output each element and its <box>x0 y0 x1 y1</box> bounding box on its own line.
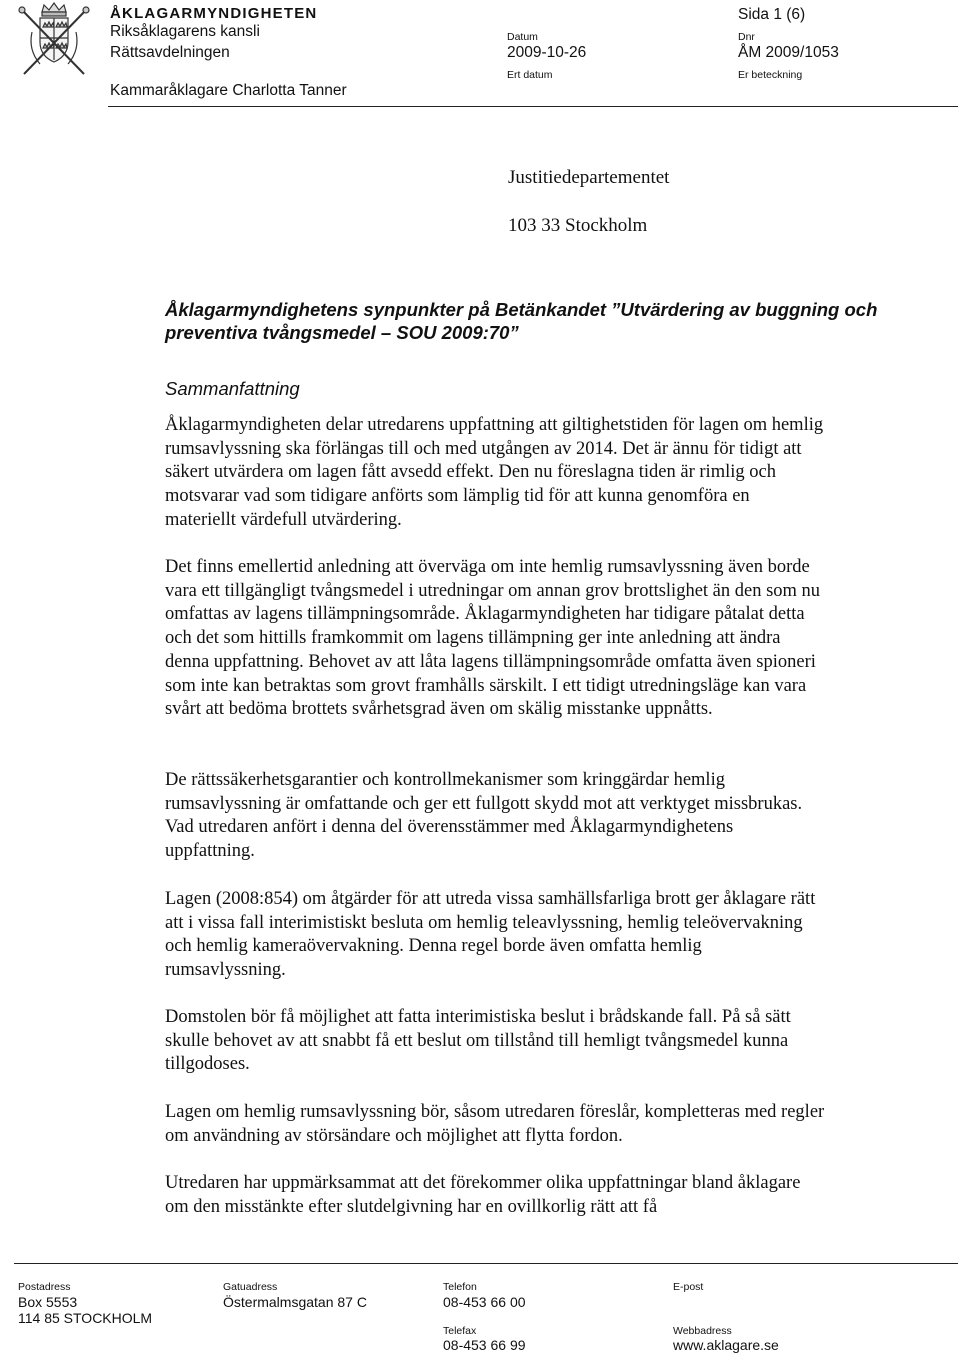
paragraph-text: Det finns emellertid anledning att överväga om inte hemlig rumsavlyssning även borde vara ett tillgängligt tvångsmedel i utredningar om annan grov brottslighet än den som nu omfattas av lagens tillämpningsområde. Åklagarmyndigheten har tidigare påtalat detta och det som hittills framkommit om lagens tillämpning ger inte anledning att ändra denna uppfattning. Behovet av att låta lagens tillämpningsområde omfatta även spioneri som inte kan betraktas som grovt framhålls särskilt. I ett tidigt utredningsläge kan vara svårt att bedöma brottets svårhetsgrad även om skälig misstanke uppnåtts. <box>165 557 821 720</box>
paragraph-4 <box>165 888 825 983</box>
date-label: Datum <box>507 31 538 43</box>
addressee-name: Justitiedepartementet <box>508 167 670 188</box>
paragraph-text: Utredaren har uppmärksammat att det förekommer olika uppfattningar bland åklagare om den misstänkte efter slutdelgivning har en ovillkorlig rätt att få <box>165 1173 801 1217</box>
paragraph-text: Lagen (2008:854) om åtgärder för att utreda vissa samhällsfarliga brott ger åklagare rätt att i vissa fall interimistiskt besluta om hemlig teleavlyssning, hemlig teleövervakning och hemlig kameraövervakning. Denna regel borde även omfatta hemlig rumsavlyssning. <box>165 889 816 981</box>
ref-date-label: Ert datum <box>507 69 553 81</box>
postal-line1: Box 5553 <box>18 1294 78 1310</box>
postal-line2: 114 85 STOCKHOLM <box>18 1310 153 1326</box>
fax-label: Telefax <box>443 1325 477 1337</box>
street-label: Gatuadress <box>223 1281 278 1293</box>
dnr-label: Dnr <box>738 31 755 43</box>
dnr-value: ÅM 2009/1053 <box>738 44 839 61</box>
paragraph-6 <box>165 1101 825 1148</box>
agency-name: ÅKLAGARMYNDIGHETEN <box>110 5 318 22</box>
summary-heading: Sammanfattning <box>165 378 300 399</box>
paragraph-5 <box>165 1006 825 1077</box>
document-title: Åklagarmyndighetens synpunkter på Betänkandet ”Utvärdering av buggning och preventiva tvångsmedel – SOU 2009:70” <box>165 299 878 343</box>
document-date: 2009-10-26 <box>507 44 587 61</box>
page-number: Sida 1 (6) <box>738 6 806 23</box>
fax-number: 08-453 66 99 <box>443 1337 526 1353</box>
paragraph-1 <box>165 414 825 533</box>
paragraph-text: De rättssäkerhetsgarantier och kontrollmekanismer som kringgärdar hemlig rumsavlyssning är omfattande och ger ett fullgott skydd mot att verktyget missbrukas. Vad utredaren anfört i denna del överensstämmer med Åklagarmyndighetens uppfattning. <box>165 770 803 862</box>
paragraph-2 <box>165 556 825 722</box>
footer-divider <box>14 1263 958 1264</box>
paragraph-text: Åklagarmyndigheten delar utredarens uppfattning att giltighetstiden för lagen om hemlig rumsavlyssning ska förlängas till och med utgången av 2014. Det är ännu för tidigt att säkert utvärdera om lagen fått avsedd effekt. Den nu föreslagna tiden är rimlig och motsvarar vad som tidigare anförts som lämplig tid för att kunna genomföra en materiellt värdefull utvärdering. <box>165 415 824 530</box>
postal-label: Postadress <box>18 1281 71 1293</box>
phone-number: 08-453 66 00 <box>443 1294 526 1310</box>
paragraph-text: Lagen om hemlig rumsavlyssning bör, såsom utredaren föreslår, kompletteras med regler om användning av störsändare och möjlighet att flytta fordon. <box>165 1102 825 1146</box>
paragraph-7 <box>165 1172 825 1219</box>
web-label: Webbadress <box>673 1325 732 1337</box>
addressee-city: 103 33 Stockholm <box>508 215 648 236</box>
unit-name: Riksåklagarens kansli <box>110 23 260 40</box>
ref-label: Er beteckning <box>738 69 803 81</box>
phone-label: Telefon <box>443 1281 477 1293</box>
email-label: E-post <box>673 1281 704 1293</box>
header-divider <box>108 106 958 107</box>
street-address: Östermalmsgatan 87 C <box>223 1294 367 1310</box>
department-name: Rättsavdelningen <box>110 44 230 61</box>
paragraph-3 <box>165 769 825 864</box>
website-link[interactable]: www.aklagare.se <box>673 1337 779 1353</box>
paragraph-text: Domstolen bör få möjlighet att fatta interimistiska beslut i brådskande fall. På så sätt skulle behovet av att snabbt få ett beslut om tillstånd till hemligt tvångsmedel kunna tillgodoses. <box>165 1007 791 1075</box>
officer-name: Kammaråklagare Charlotta Tanner <box>110 82 347 99</box>
coat-of-arms-logo <box>14 2 94 78</box>
